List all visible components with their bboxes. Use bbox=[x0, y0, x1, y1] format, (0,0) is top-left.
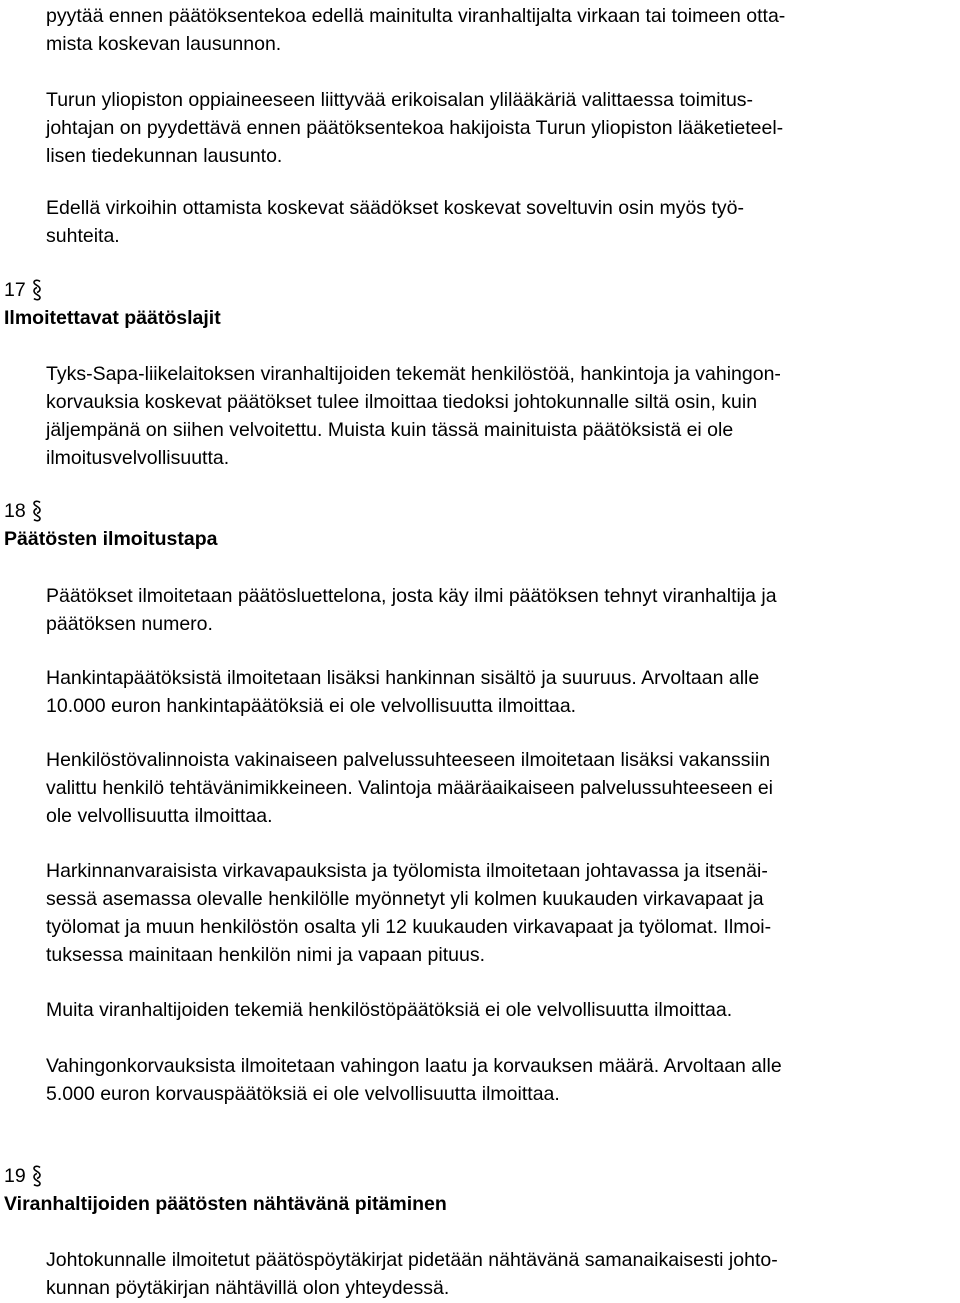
section-number: 19 bbox=[4, 1165, 26, 1187]
paragraph-3: Edellä virkoihin ottamista koskevat säädökset koskevat soveltuvin osin myös työ- suhteita. bbox=[46, 197, 744, 247]
section-17-title: Ilmoitettavat päätöslajit bbox=[4, 307, 221, 329]
paragraph-4: Tyks-Sapa-liikelaitoksen viranhaltijoiden tekemät henkilöstöä, hankintoja ja vahingon- korvauksia koskevat päätökset tulee ilmoittaa tiedoksi johtokunnalle siltä osin, kuin jäljempänä on siihen velvoitettu. Muista kuin tässä mainituista päätöksistä ei ole ilmoitusvelvollisuutta. bbox=[46, 363, 781, 469]
paragraph-2: Turun yliopiston oppiaineeseen liittyvää erikoisalan ylilääkäriä valittaessa toimitus- johtajan on pyydettävä ennen päätöksentekoa hakijoista Turun yliopiston lääketieteel- lisen tiedekunnan lausunto. bbox=[46, 89, 784, 167]
section-sign-icon bbox=[32, 279, 42, 301]
section-sign-icon bbox=[32, 500, 42, 522]
section-number: 18 bbox=[4, 500, 26, 522]
paragraph-6: Hankintapäätöksistä ilmoitetaan lisäksi hankinnan sisältö ja suuruus. Arvoltaan alle 10.000 euron hankintapäätöksiä ei ole velvollisuutta ilmoittaa. bbox=[46, 667, 760, 717]
paragraph-1: pyytää ennen päätöksentekoa edellä mainitulta viranhaltijalta virkaan tai toimeen otta- mista koskevan lausunnon. bbox=[46, 5, 786, 55]
section-19-title: Viranhaltijoiden päätösten nähtävänä pitäminen bbox=[4, 1193, 447, 1215]
paragraph-8: Harkinnanvaraisista virkavapauksista ja työlomista ilmoitetaan johtavassa ja itsenäi- sessä asemassa olevalle henkilölle myönnetyt yli kolmen kuukauden virkavapaat ja työlomat ja muun henkilöstön osalta yli 12 kuukauden virkavapaat ja työlomat. Ilmoi- tuksessa mainitaan henkilön nimi ja vapaan pituus. bbox=[46, 860, 772, 966]
section-number: 17 bbox=[4, 279, 26, 301]
paragraph-5: Päätökset ilmoitetaan päätösluettelona, josta käy ilmi päätöksen tehnyt viranhaltija ja päätöksen numero. bbox=[46, 585, 777, 635]
paragraph-11: Johtokunnalle ilmoitetut päätöspöytäkirjat pidetään nähtävänä samanaikaisesti johto- kunnan pöytäkirjan nähtävillä olon yhteydessä. bbox=[46, 1249, 778, 1299]
section-19-number-row bbox=[4, 1162, 42, 1190]
section-18-title: Päätösten ilmoitustapa bbox=[4, 528, 218, 550]
paragraph-10: Vahingonkorvauksista ilmoitetaan vahingon laatu ja korvauksen määrä. Arvoltaan alle 5.000 euron korvauspäätöksiä ei ole velvollisuutta ilmoittaa. bbox=[46, 1055, 782, 1105]
section-17-number-row bbox=[4, 276, 42, 304]
section-sign-icon bbox=[32, 1165, 42, 1187]
section-18-number-row bbox=[4, 497, 42, 525]
paragraph-9: Muita viranhaltijoiden tekemiä henkilöstöpäätöksiä ei ole velvollisuutta ilmoittaa. bbox=[46, 999, 733, 1021]
paragraph-7: Henkilöstövalinnoista vakinaiseen palvelussuhteeseen ilmoitetaan lisäksi vakanssiin valittu henkilö tehtävänimikkeineen. Valintoja määräaikaiseen palvelussuhteeseen ei ole velvollisuutta ilmoittaa. bbox=[46, 749, 774, 827]
